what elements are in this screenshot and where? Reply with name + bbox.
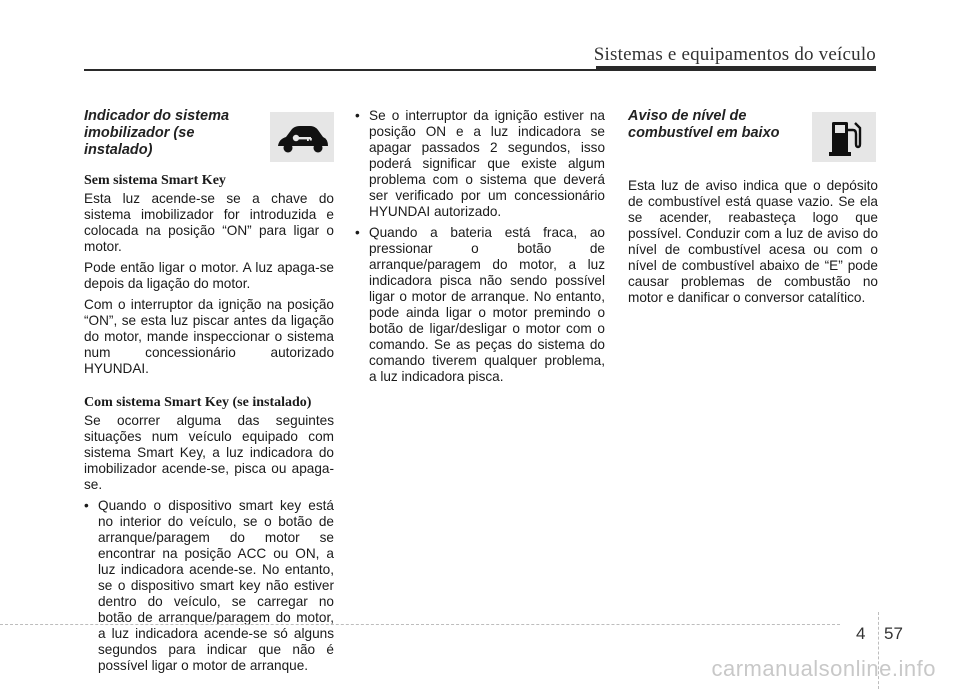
subheading-with-smart-key: Com sistema Smart Key (se instalado) — [84, 395, 312, 410]
subheading-without-smart-key: Sem sistema Smart Key — [84, 173, 226, 188]
bullet-list — [84, 498, 334, 674]
header-rule-accent — [596, 66, 876, 71]
fuel-pump-icon — [812, 112, 876, 162]
bullet-list — [355, 108, 605, 385]
paragraph: Esta luz de aviso indica que o depósito de combustível está quase vazio. Se ela se acender, reabasteça logo que possível. Conduzir com a luz de aviso do nível de combustível acesa ou com o nível de combustível abaixo de “E” pode causar problemas de combustão no motor e danificar o conversor catalítico. — [628, 178, 878, 305]
paragraph: Com o interruptor da ignição na posição “ON”, se esta luz piscar antes da ligação do motor, mande inspeccionar o sistema num concessionário autorizado HYUNDAI. — [84, 297, 334, 376]
header-title: Sistemas e equipamentos do veículo — [593, 44, 876, 65]
list-item: • Se o interruptor da ignição estiver na posição ON e a luz indicadora se apagar passados 2 segundos, isso poderá significar que existe algum problema com o sistema que deverá ser verificado por um concessionário HYUNDAI autorizado. — [355, 108, 605, 220]
paragraph: Pode então ligar o motor. A luz apaga-se depois da ligação do motor. — [84, 260, 334, 291]
list-item: • Quando o dispositivo smart key está no interior do veículo, se o botão de arranque/paragem do motor se encontrar na posição ACC ou ON, a luz indicadora acende-se. No entanto, se o dispositivo smart key não estiver dentro do veículo, se carregar no botão de arranque/paragem do motor, a luz indicadora acende-se só alguns segundos para indicar que não é possível ligar o motor de arranque. — [84, 498, 334, 674]
paragraph: Se ocorrer alguma das seguintes situações num veículo equipado com sistema Smart Key, a luz indicadora do imobilizador acende-se, pisca ou apaga-se. — [84, 413, 334, 492]
column-immobilizer — [84, 108, 334, 679]
section-title-immobilizer: Indicador do sistema imobilizador (se instalado) — [84, 108, 230, 158]
immobilizer-car-key-icon — [270, 112, 334, 162]
section-title-low-fuel: Aviso de nível de combustível em baixo — [628, 108, 780, 141]
page-number: 57 — [884, 624, 903, 643]
list-item: • Quando a bateria está fraca, ao pressionar o botão de arranque/paragem do motor, a luz indicadora pisca não sendo possível ligar o motor de arranque. No entanto, pode ainda ligar o motor premindo o botão de ligar/desligar o motor com o comando. Se as peças do sistema do comando tiverem qualquer problema, a luz indicadora pisca. — [355, 225, 605, 385]
column-immobilizer-continued — [355, 108, 605, 390]
watermark: carmanualsonline.info — [711, 656, 936, 681]
paragraph: Esta luz acende-se se a chave do sistema imobilizador for introduzida e colocada na posição “ON” para ligar o motor. — [84, 191, 334, 254]
chapter-number: 4 — [856, 624, 866, 643]
footer-rule — [0, 624, 840, 625]
